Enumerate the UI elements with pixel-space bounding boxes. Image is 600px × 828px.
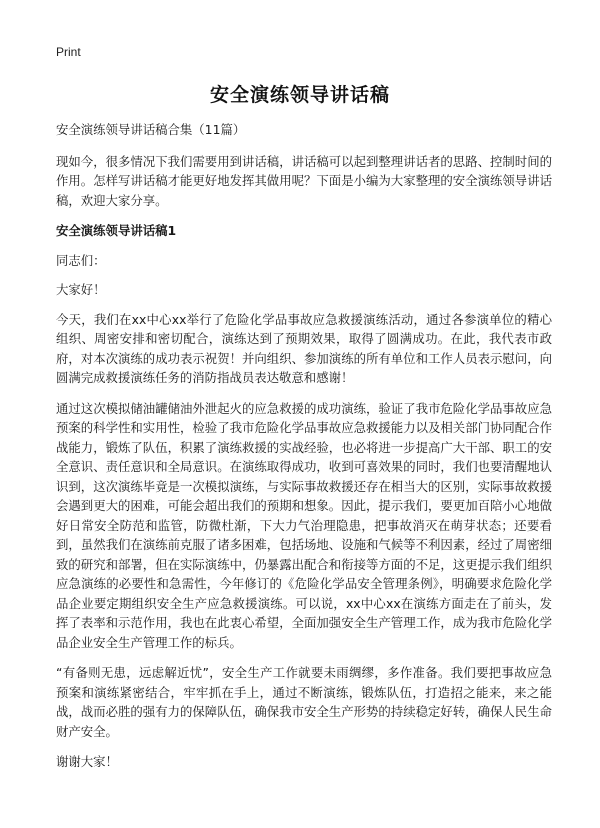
intro-paragraph: 现如今，很多情况下我们需要用到讲话稿，讲话稿可以起到整理讲话者的思路、控制时间的作用。怎样写讲话稿才能更好地发挥其做用呢？下面是小编为大家整理的安全演练领导讲话稿，欢迎大家分享。 (56, 153, 552, 208)
body-paragraph-2: 通过这次模拟储油罐储油外泄起火的应急救援的成功演练，验证了我市危险化学品事故应急预案的科学性和实用性，检验了我市危险化学品事故应急救援能力以及相关部门协同配合作战能力，锻炼了队伍，积累了演练救援的实战经验，也必将进一步提高广大干部、职工的安全意识、责任意识和全局意识。在演练取得成功，收到可喜效果的同时，我们也要清醒地认识到，这次演练毕竟是一次模拟演练，与实际事故救援还存在相当大的区别，实际事故救援会遇到更大的困难，可能会超出我们的预期和想象。因此，提示我们，要更加百陪小心地做好日常安全防范和监管，防微杜渐，下大力气治理隐患，把事故消灭在萌芽状态；还要看到，虽然我们在演练前克服了诸多困难，包括场地、设施和气候等不利因素，经过了周密细致的研究和部署，但在实际演练中，仍暴露出配合和衔接等方面的不足，这更提示我们组织应急演练的必要性和急需性，今年修订的《危险化学品安全管理条例》，明确要求危险化学品企业要定期组织安全生产应急救援演练。可以说，xx中心xx在演练方面走在了前头，发挥了表率和示范作用，我也在此衷心希望，全面加强安全生产管理工作，成为我市危险化学品企业安全生产管理工作的标兵。 (56, 400, 552, 650)
greeting-everyone: 大家好！ (56, 282, 106, 297)
body-paragraph-3: “有备则无患，远虑解近忧”，安全生产工作就要未雨绸缪，多作准备。我们要把事故应急预案和演练紧密结合，牢牢抓在手上，通过不断演练，锻炼队伍，打造招之能来，来之能战，战而必胜的强有力的保障队伍，确保我市安全生产形势的持续稳定好转，确保人民生命财产安全。 (56, 665, 552, 739)
document-subtitle: 安全演练领导讲话稿合集（11篇） (56, 122, 246, 137)
page-title: 安全演练领导讲话稿 (209, 84, 390, 106)
greeting-comrades: 同志们： (56, 252, 106, 268)
closing-line: 谢谢大家！ (56, 754, 118, 769)
body-paragraph-1: 今天，我们在xx中心xx举行了危险化学品事故应急救援演练活动，通过各参演单位的精心组织、周密安排和密切配合，演练达到了预期效果，取得了圆满成功。在此，我代表市政府，对本次演练的成功表示祝贺！并向组织、参加演练的所有单位和工作人员表示慰问，向圆满完成救援演练任务的消防指战员表达敬意和感谢！ (56, 311, 552, 385)
document-body (56, 120, 552, 783)
section-heading: 安全演练领导讲话稿1 (56, 223, 177, 238)
print-link[interactable]: Print (56, 45, 81, 59)
